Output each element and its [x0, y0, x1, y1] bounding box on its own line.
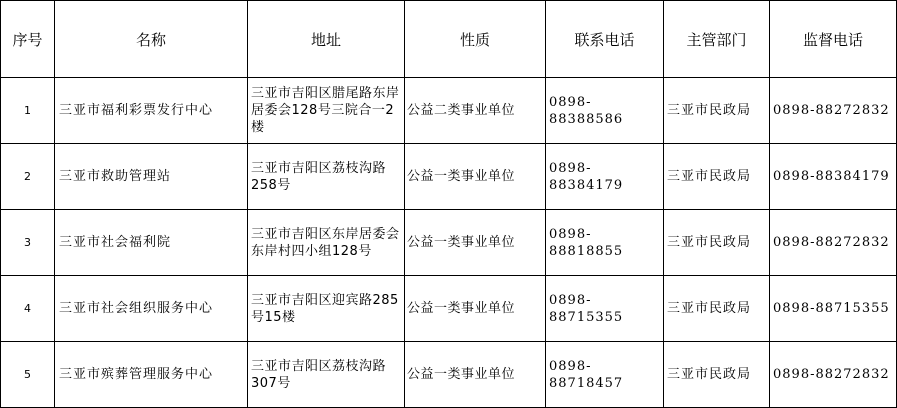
- row-department: 三亚市民政局: [664, 78, 770, 144]
- row-phone: 0898-88384179: [546, 144, 664, 210]
- table-row: [1, 276, 897, 342]
- row-supervision-phone: 0898-88715355: [770, 276, 897, 342]
- row-department: 三亚市民政局: [664, 276, 770, 342]
- row-index: 2: [1, 144, 55, 210]
- table-row: [1, 78, 897, 144]
- header-address: 地址: [248, 1, 405, 78]
- header-supervision-phone: 监督电话: [770, 1, 897, 78]
- row-supervision-phone: 0898-88272832: [770, 78, 897, 144]
- row-name: 三亚市殡葬管理服务中心: [55, 342, 248, 408]
- row-address: 三亚市吉阳区迎宾路285号15楼: [248, 276, 405, 342]
- row-name: 三亚市福利彩票发行中心: [55, 78, 248, 144]
- row-supervision-phone: 0898-88272832: [770, 342, 897, 408]
- header-row: [1, 1, 897, 78]
- row-nature: 公益一类事业单位: [405, 144, 546, 210]
- row-supervision-phone: 0898-88272832: [770, 210, 897, 276]
- row-phone: 0898-88818855: [546, 210, 664, 276]
- row-name: 三亚市社会福利院: [55, 210, 248, 276]
- table-row: [1, 342, 897, 408]
- row-nature: 公益一类事业单位: [405, 210, 546, 276]
- header-department: 主管部门: [664, 1, 770, 78]
- header-nature: 性质: [405, 1, 546, 78]
- row-nature: 公益一类事业单位: [405, 342, 546, 408]
- row-name: 三亚市社会组织服务中心: [55, 276, 248, 342]
- header-phone: 联系电话: [546, 1, 664, 78]
- row-phone: 0898-88388586: [546, 78, 664, 144]
- row-department: 三亚市民政局: [664, 210, 770, 276]
- header-name: 名称: [55, 1, 248, 78]
- row-address: 三亚市吉阳区荔枝沟路307号: [248, 342, 405, 408]
- row-phone: 0898-88718457: [546, 342, 664, 408]
- row-address: 三亚市吉阳区东岸居委会东岸村四小组128号: [248, 210, 405, 276]
- row-address: 三亚市吉阳区腊尾路东岸居委会128号三院合一2楼: [248, 78, 405, 144]
- header-index: 序号: [1, 1, 55, 78]
- row-index: 5: [1, 342, 55, 408]
- row-name: 三亚市救助管理站: [55, 144, 248, 210]
- row-index: 3: [1, 210, 55, 276]
- row-nature: 公益二类事业单位: [405, 78, 546, 144]
- table-row: [1, 144, 897, 210]
- row-address: 三亚市吉阳区荔枝沟路258号: [248, 144, 405, 210]
- row-nature: 公益一类事业单位: [405, 276, 546, 342]
- table-row: [1, 210, 897, 276]
- row-department: 三亚市民政局: [664, 144, 770, 210]
- row-department: 三亚市民政局: [664, 342, 770, 408]
- row-phone: 0898-88715355: [546, 276, 664, 342]
- row-index: 4: [1, 276, 55, 342]
- row-supervision-phone: 0898-88384179: [770, 144, 897, 210]
- row-index: 1: [1, 78, 55, 144]
